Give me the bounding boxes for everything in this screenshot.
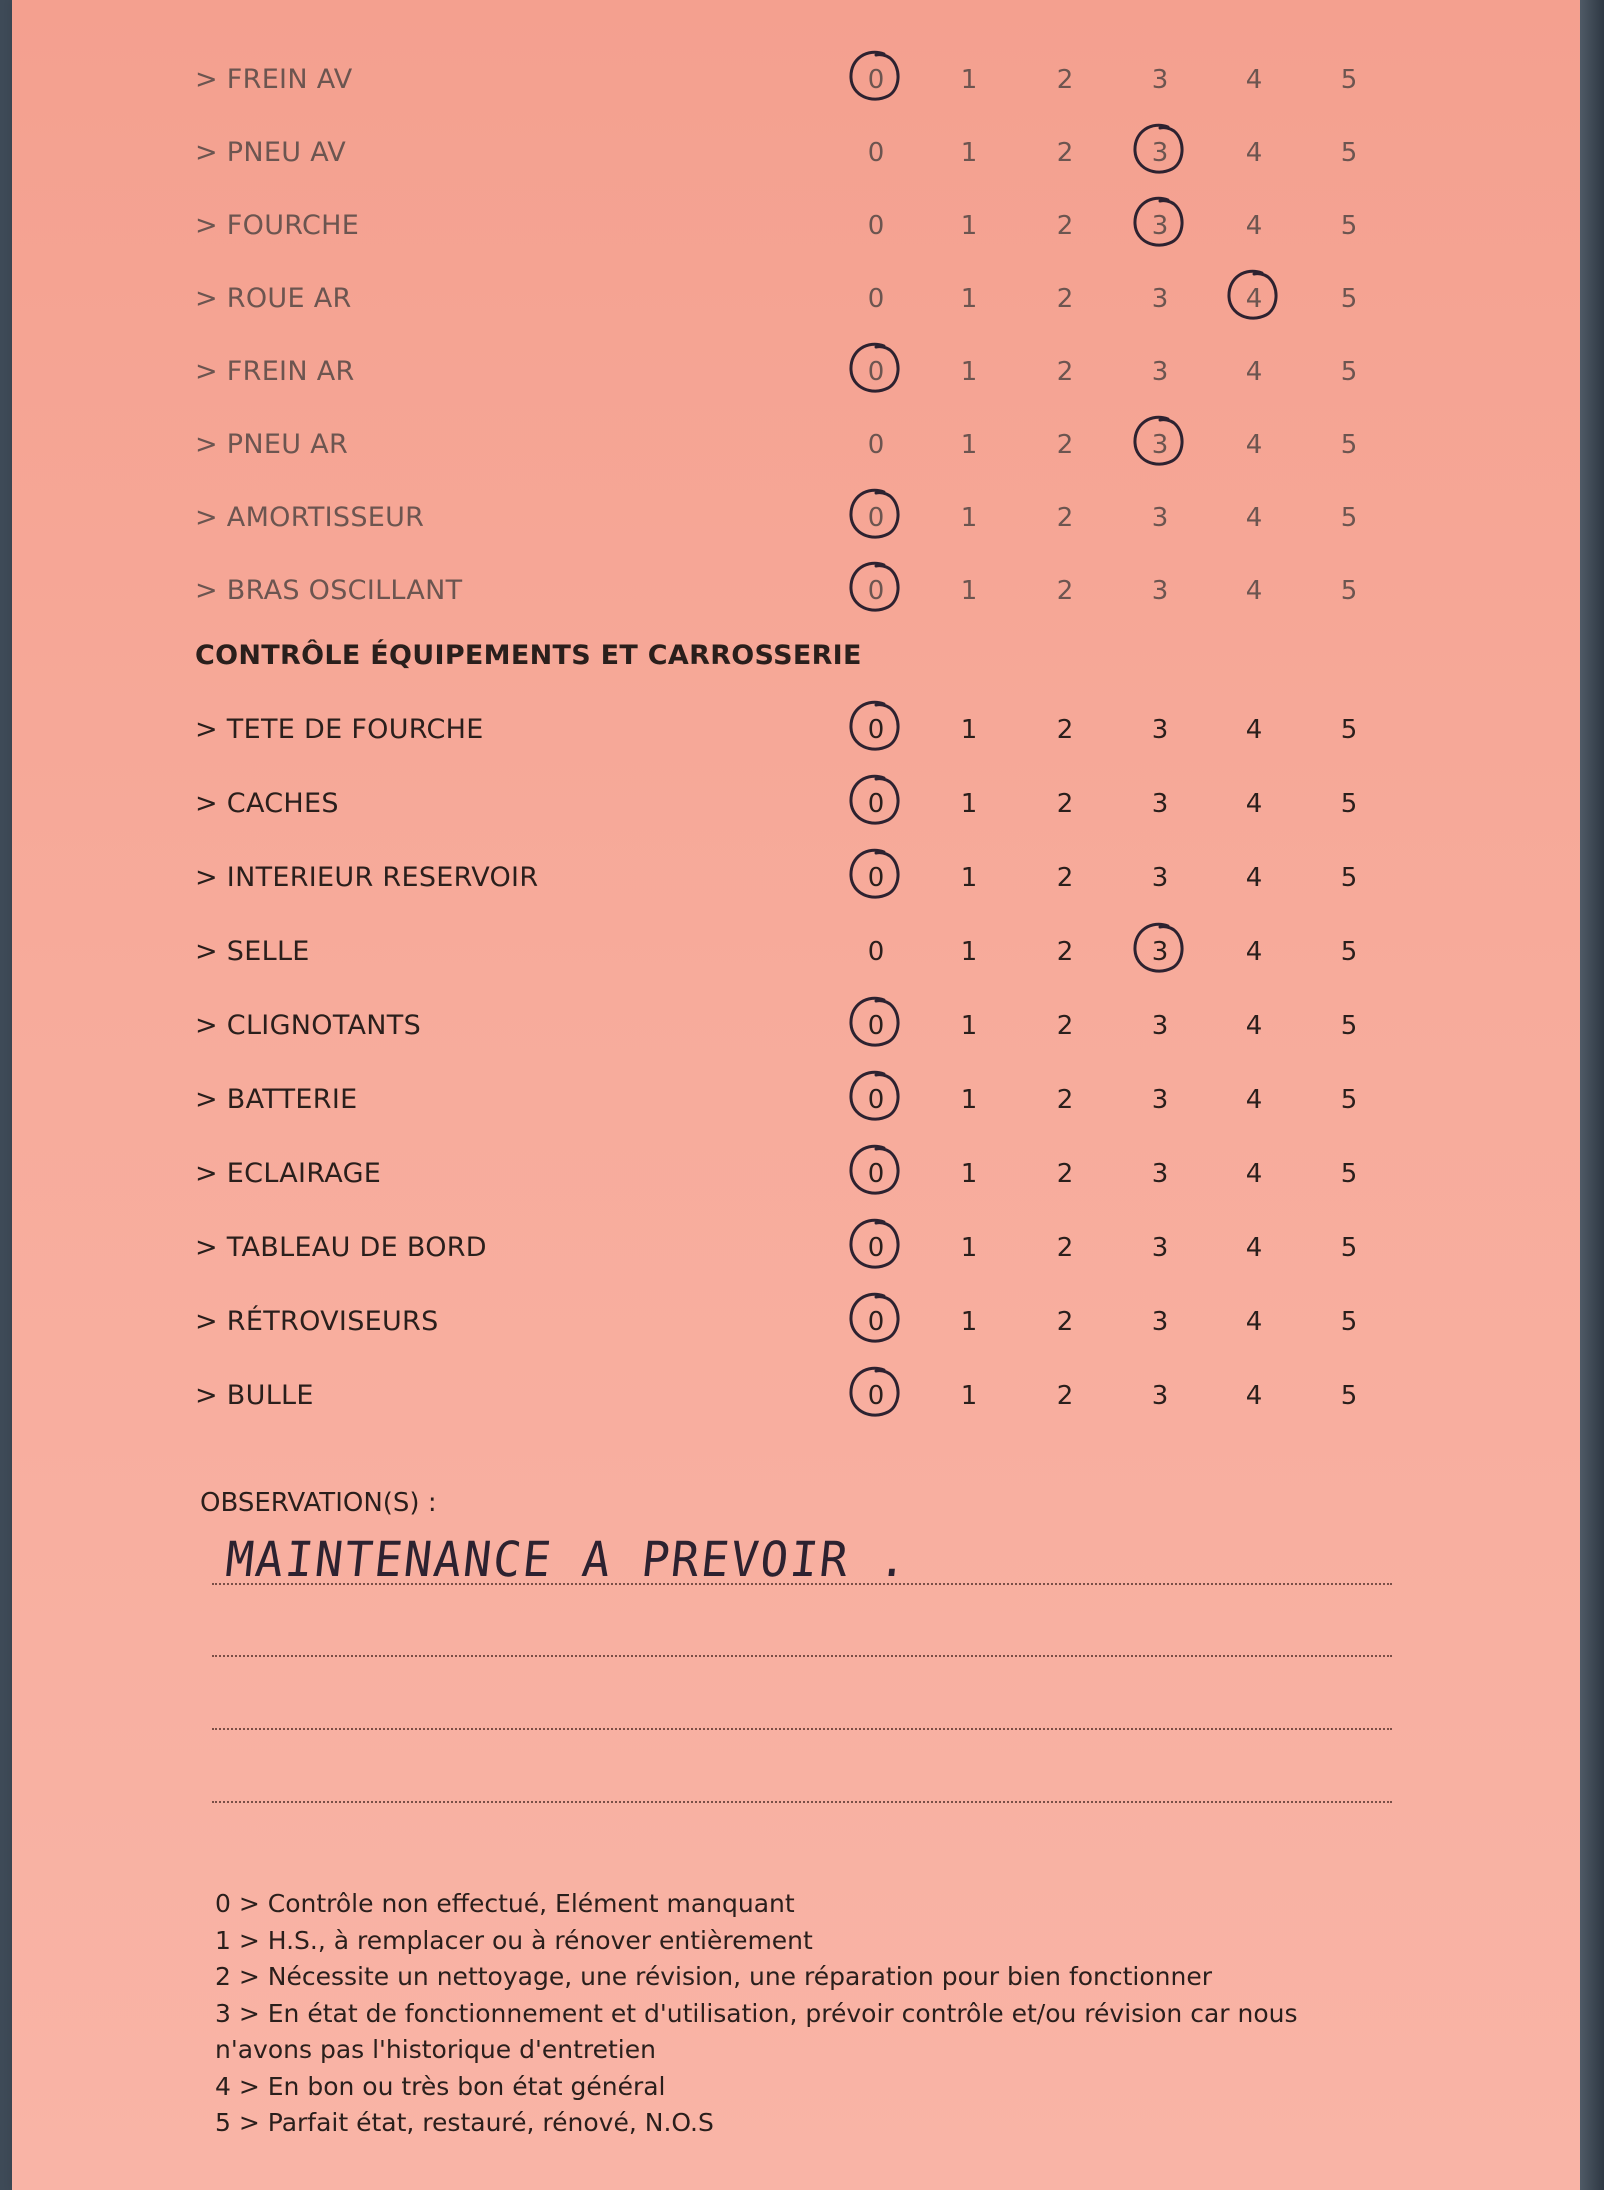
rating-option-0[interactable] (856, 702, 896, 758)
rating-value: 4 (1245, 1085, 1263, 1115)
legend-line-1: 1 > H.S., à remplacer ou à rénover entièrement (215, 1925, 813, 1955)
rating-option-1[interactable] (949, 198, 989, 254)
rating-option-5[interactable] (1329, 1294, 1369, 1350)
rating-value: 5 (1340, 284, 1358, 314)
legend-line-5: 5 > Parfait état, restauré, rénové, N.O.S (215, 2108, 714, 2137)
legend-line-3-cont: n'avons pas l'historique d'entretien (215, 2035, 656, 2064)
checklist-item-label: > RÉTROVISEURS (195, 1306, 439, 1337)
rating-value: 0 (867, 430, 885, 460)
checklist-item-label: > CACHES (195, 788, 339, 819)
rating-option-0[interactable] (856, 52, 896, 108)
rating-value: 3 (1151, 1233, 1169, 1263)
rating-option-1[interactable] (949, 1220, 989, 1276)
rating-value: 4 (1245, 1307, 1263, 1337)
checklist-row (12, 1072, 1582, 1128)
rating-option-1[interactable] (949, 924, 989, 980)
rating-option-2[interactable] (1045, 1294, 1085, 1350)
checklist-item-label: > INTERIEUR RESERVOIR (195, 862, 539, 893)
rating-value: 5 (1340, 1159, 1358, 1189)
rating-option-3[interactable] (1140, 271, 1180, 327)
rating-value: 0 (867, 863, 885, 893)
rating-option-2[interactable] (1045, 125, 1085, 181)
rating-option-0[interactable] (856, 1146, 896, 1202)
rating-option-2[interactable] (1045, 563, 1085, 619)
rating-option-3[interactable] (1140, 1146, 1180, 1202)
checklist-item-label: > ECLAIRAGE (195, 1158, 382, 1189)
rating-option-3[interactable] (1140, 417, 1180, 473)
rating-value: 4 (1245, 1381, 1263, 1411)
rating-option-3[interactable] (1140, 1072, 1180, 1128)
rating-option-2[interactable] (1045, 1072, 1085, 1128)
checklist-row (12, 271, 1582, 327)
checklist-row (12, 1146, 1582, 1202)
rating-option-5[interactable] (1329, 776, 1369, 832)
rating-value: 4 (1245, 789, 1263, 819)
checklist-row (12, 344, 1582, 400)
rating-value: 0 (867, 1159, 885, 1189)
rating-value: 3 (1151, 138, 1169, 168)
legend-line-0: 0 > Contrôle non effectué, Elément manquant (215, 1889, 795, 1918)
rating-option-0[interactable] (856, 924, 896, 980)
rating-option-2[interactable] (1045, 417, 1085, 473)
rating-option-0[interactable] (856, 417, 896, 473)
rating-option-3[interactable] (1140, 1220, 1180, 1276)
rating-option-4[interactable] (1234, 924, 1274, 980)
rating-option-1[interactable] (949, 702, 989, 758)
rating-option-4[interactable] (1234, 1146, 1274, 1202)
rating-option-2[interactable] (1045, 344, 1085, 400)
rating-value: 4 (1245, 1233, 1263, 1263)
rating-value: 2 (1056, 430, 1074, 460)
rating-value: 5 (1340, 1381, 1358, 1411)
rating-option-0[interactable] (856, 490, 896, 546)
rating-option-2[interactable] (1045, 271, 1085, 327)
rating-option-0[interactable] (856, 563, 896, 619)
rating-value: 4 (1245, 1159, 1263, 1189)
checklist-row (12, 702, 1582, 758)
observations-label: OBSERVATION(S) : (200, 1488, 437, 1518)
rating-option-4[interactable] (1234, 198, 1274, 254)
rating-value: 5 (1340, 430, 1358, 460)
checklist-row (12, 1294, 1582, 1350)
rating-value: 2 (1056, 576, 1074, 606)
rating-option-2[interactable] (1045, 1146, 1085, 1202)
checklist-row (12, 1220, 1582, 1276)
rating-option-1[interactable] (949, 344, 989, 400)
rating-legend (215, 1886, 1415, 2142)
rating-option-1[interactable] (949, 1072, 989, 1128)
rating-value: 1 (960, 1011, 978, 1041)
rating-value: 1 (960, 1381, 978, 1411)
legend-line-3: 3 > En état de fonctionnement et d'utilisation, prévoir contrôle et/ou révision car nous (215, 1998, 1298, 2028)
checklist-item-label: > FOURCHE (195, 210, 360, 241)
rating-value: 2 (1056, 211, 1074, 241)
checklist-row (12, 563, 1582, 619)
rating-value: 3 (1151, 430, 1169, 460)
rating-option-1[interactable] (949, 417, 989, 473)
checklist-row (12, 490, 1582, 546)
rating-value: 3 (1151, 211, 1169, 241)
rating-value: 5 (1340, 211, 1358, 241)
rating-option-0[interactable] (856, 344, 896, 400)
checklist-item-label: > PNEU AV (195, 137, 347, 168)
rating-option-4[interactable] (1234, 702, 1274, 758)
rating-value: 1 (960, 430, 978, 460)
rating-value: 4 (1245, 430, 1263, 460)
rating-option-0[interactable] (856, 1220, 896, 1276)
rating-value: 3 (1151, 284, 1169, 314)
rating-option-0[interactable] (856, 776, 896, 832)
rating-option-3[interactable] (1140, 198, 1180, 254)
rating-option-3[interactable] (1140, 490, 1180, 546)
rating-option-5[interactable] (1329, 924, 1369, 980)
rating-option-3[interactable] (1140, 776, 1180, 832)
rating-option-4[interactable] (1234, 417, 1274, 473)
rating-option-5[interactable] (1329, 1368, 1369, 1424)
rating-option-4[interactable] (1234, 1220, 1274, 1276)
rating-value: 2 (1056, 138, 1074, 168)
rating-option-4[interactable] (1234, 490, 1274, 546)
observation-line[interactable] (212, 1655, 1392, 1657)
observation-line[interactable] (212, 1801, 1392, 1803)
rating-value: 3 (1151, 503, 1169, 533)
rating-option-1[interactable] (949, 850, 989, 906)
rating-option-2[interactable] (1045, 52, 1085, 108)
rating-option-2[interactable] (1045, 490, 1085, 546)
rating-value: 0 (867, 357, 885, 387)
rating-option-4[interactable] (1234, 52, 1274, 108)
checklist-item-label: > AMORTISSEUR (195, 502, 425, 533)
rating-value: 1 (960, 937, 978, 967)
rating-value: 0 (867, 576, 885, 606)
rating-value: 2 (1056, 357, 1074, 387)
rating-value: 5 (1340, 863, 1358, 893)
rating-value: 1 (960, 1307, 978, 1337)
rating-option-5[interactable] (1329, 417, 1369, 473)
rating-value: 5 (1340, 1307, 1358, 1337)
rating-option-3[interactable] (1140, 850, 1180, 906)
rating-option-3[interactable] (1140, 924, 1180, 980)
rating-value: 1 (960, 1085, 978, 1115)
rating-value: 3 (1151, 715, 1169, 745)
rating-value: 5 (1340, 1085, 1358, 1115)
rating-option-2[interactable] (1045, 850, 1085, 906)
sleeve-edge (1580, 0, 1604, 2190)
rating-value: 5 (1340, 1011, 1358, 1041)
rating-option-2[interactable] (1045, 1368, 1085, 1424)
rating-value: 4 (1245, 357, 1263, 387)
rating-value: 0 (867, 1233, 885, 1263)
rating-value: 1 (960, 1233, 978, 1263)
checklist-row (12, 1368, 1582, 1424)
rating-value: 1 (960, 284, 978, 314)
rating-option-3[interactable] (1140, 344, 1180, 400)
rating-option-4[interactable] (1234, 1368, 1274, 1424)
rating-option-5[interactable] (1329, 1072, 1369, 1128)
checklist-row (12, 924, 1582, 980)
rating-value: 2 (1056, 937, 1074, 967)
legend-line-4: 4 > En bon ou très bon état général (215, 2071, 666, 2101)
checklist-item-label: > BRAS OSCILLANT (195, 575, 463, 606)
checklist-item-label: > PNEU AR (195, 429, 349, 460)
rating-value: 0 (867, 1011, 885, 1041)
checklist-row (12, 850, 1582, 906)
rating-value: 4 (1245, 284, 1263, 314)
observation-line[interactable] (212, 1583, 1392, 1585)
rating-value: 2 (1056, 1085, 1074, 1115)
rating-value: 3 (1151, 357, 1169, 387)
rating-value: 4 (1245, 937, 1263, 967)
rating-option-2[interactable] (1045, 1220, 1085, 1276)
rating-value: 1 (960, 138, 978, 168)
rating-option-0[interactable] (856, 1368, 896, 1424)
rating-value: 0 (867, 503, 885, 533)
rating-option-3[interactable] (1140, 52, 1180, 108)
checklist-row (12, 776, 1582, 832)
rating-value: 1 (960, 1159, 978, 1189)
rating-option-0[interactable] (856, 998, 896, 1054)
rating-option-5[interactable] (1329, 1146, 1369, 1202)
rating-option-4[interactable] (1234, 850, 1274, 906)
rating-option-3[interactable] (1140, 702, 1180, 758)
rating-value: 5 (1340, 937, 1358, 967)
rating-value: 0 (867, 715, 885, 745)
rating-value: 0 (867, 65, 885, 95)
checklist-item-label: > TETE DE FOURCHE (195, 714, 484, 745)
rating-value: 1 (960, 211, 978, 241)
rating-option-5[interactable] (1329, 198, 1369, 254)
rating-option-0[interactable] (856, 125, 896, 181)
checklist-item-label: > SELLE (195, 936, 310, 967)
rating-option-5[interactable] (1329, 1220, 1369, 1276)
rating-value: 1 (960, 65, 978, 95)
rating-value: 1 (960, 357, 978, 387)
rating-value: 5 (1340, 789, 1358, 819)
rating-value: 5 (1340, 138, 1358, 168)
rating-option-4[interactable] (1234, 998, 1274, 1054)
rating-value: 1 (960, 576, 978, 606)
rating-option-0[interactable] (856, 271, 896, 327)
rating-value: 2 (1056, 284, 1074, 314)
rating-value: 3 (1151, 1011, 1169, 1041)
rating-option-5[interactable] (1329, 490, 1369, 546)
rating-value: 4 (1245, 715, 1263, 745)
rating-value: 2 (1056, 715, 1074, 745)
rating-value: 3 (1151, 937, 1169, 967)
rating-option-1[interactable] (949, 776, 989, 832)
rating-option-2[interactable] (1045, 198, 1085, 254)
rating-option-2[interactable] (1045, 776, 1085, 832)
rating-value: 5 (1340, 357, 1358, 387)
rating-option-5[interactable] (1329, 125, 1369, 181)
rating-value: 3 (1151, 1381, 1169, 1411)
rating-value: 2 (1056, 789, 1074, 819)
rating-option-2[interactable] (1045, 924, 1085, 980)
rating-value: 3 (1151, 789, 1169, 819)
checklist-item-label: > FREIN AV (195, 64, 353, 95)
rating-value: 4 (1245, 863, 1263, 893)
rating-value: 4 (1245, 576, 1263, 606)
rating-option-1[interactable] (949, 563, 989, 619)
rating-option-4[interactable] (1234, 1294, 1274, 1350)
rating-value: 5 (1340, 576, 1358, 606)
checklist-item-label: > ROUE AR (195, 283, 352, 314)
rating-option-4[interactable] (1234, 563, 1274, 619)
rating-option-4[interactable] (1234, 344, 1274, 400)
rating-value: 1 (960, 503, 978, 533)
rating-value: 4 (1245, 211, 1263, 241)
rating-value: 0 (867, 211, 885, 241)
rating-value: 5 (1340, 715, 1358, 745)
rating-option-2[interactable] (1045, 702, 1085, 758)
rating-option-4[interactable] (1234, 776, 1274, 832)
checklist-item-label: > CLIGNOTANTS (195, 1010, 422, 1041)
rating-value: 3 (1151, 65, 1169, 95)
rating-value: 3 (1151, 863, 1169, 893)
rating-value: 1 (960, 789, 978, 819)
rating-option-3[interactable] (1140, 1368, 1180, 1424)
rating-value: 1 (960, 863, 978, 893)
rating-value: 5 (1340, 65, 1358, 95)
rating-option-4[interactable] (1234, 1072, 1274, 1128)
rating-option-1[interactable] (949, 1368, 989, 1424)
rating-option-0[interactable] (856, 850, 896, 906)
checklist-item-label: > TABLEAU DE BORD (195, 1232, 487, 1263)
rating-option-3[interactable] (1140, 125, 1180, 181)
rating-value: 0 (867, 1085, 885, 1115)
rating-option-5[interactable] (1329, 998, 1369, 1054)
rating-value: 4 (1245, 138, 1263, 168)
rating-value: 2 (1056, 1011, 1074, 1041)
rating-option-1[interactable] (949, 271, 989, 327)
rating-value: 2 (1056, 65, 1074, 95)
rating-value: 3 (1151, 1307, 1169, 1337)
section-heading-equipment: CONTRÔLE ÉQUIPEMENTS ET CARROSSERIE (195, 640, 862, 671)
rating-value: 0 (867, 1307, 885, 1337)
rating-option-5[interactable] (1329, 52, 1369, 108)
rating-option-1[interactable] (949, 998, 989, 1054)
rating-value: 0 (867, 1381, 885, 1411)
checklist-row (12, 198, 1582, 254)
rating-value: 2 (1056, 503, 1074, 533)
rating-option-0[interactable] (856, 1072, 896, 1128)
rating-value: 3 (1151, 576, 1169, 606)
checklist-row (12, 125, 1582, 181)
checklist-row (12, 52, 1582, 108)
rating-value: 4 (1245, 1011, 1263, 1041)
rating-value: 2 (1056, 1233, 1074, 1263)
rating-value: 4 (1245, 65, 1263, 95)
rating-value: 2 (1056, 1381, 1074, 1411)
rating-value: 2 (1056, 1159, 1074, 1189)
rating-option-0[interactable] (856, 1294, 896, 1350)
rating-option-3[interactable] (1140, 1294, 1180, 1350)
rating-option-5[interactable] (1329, 702, 1369, 758)
checklist-row (12, 998, 1582, 1054)
inspection-sheet (12, 0, 1582, 2190)
checklist-item-label: > FREIN AR (195, 356, 355, 387)
rating-option-4[interactable] (1234, 271, 1274, 327)
rating-option-4[interactable] (1234, 125, 1274, 181)
rating-value: 0 (867, 284, 885, 314)
rating-value: 0 (867, 789, 885, 819)
rating-option-5[interactable] (1329, 344, 1369, 400)
rating-value: 5 (1340, 1233, 1358, 1263)
rating-value: 4 (1245, 503, 1263, 533)
rating-value: 3 (1151, 1159, 1169, 1189)
rating-value: 0 (867, 138, 885, 168)
rating-option-5[interactable] (1329, 563, 1369, 619)
checklist-item-label: > BULLE (195, 1380, 314, 1411)
rating-value: 1 (960, 715, 978, 745)
rating-option-2[interactable] (1045, 998, 1085, 1054)
rating-option-0[interactable] (856, 198, 896, 254)
legend-line-2: 2 > Nécessite un nettoyage, une révision, une réparation pour bien fonctionner (215, 1962, 1213, 1991)
rating-value: 5 (1340, 503, 1358, 533)
rating-option-1[interactable] (949, 52, 989, 108)
observations-handwritten-text: MAINTENANCE A PREVOIR . (223, 1530, 912, 1588)
checklist-item-label: > BATTERIE (195, 1084, 358, 1115)
rating-option-5[interactable] (1329, 850, 1369, 906)
checklist-row (12, 417, 1582, 473)
rating-value: 0 (867, 937, 885, 967)
rating-option-1[interactable] (949, 125, 989, 181)
observation-line[interactable] (212, 1728, 1392, 1730)
rating-option-3[interactable] (1140, 998, 1180, 1054)
rating-option-1[interactable] (949, 1294, 989, 1350)
rating-option-3[interactable] (1140, 563, 1180, 619)
rating-option-5[interactable] (1329, 271, 1369, 327)
rating-value: 2 (1056, 1307, 1074, 1337)
rating-value: 3 (1151, 1085, 1169, 1115)
rating-value: 2 (1056, 863, 1074, 893)
rating-option-1[interactable] (949, 1146, 989, 1202)
rating-option-1[interactable] (949, 490, 989, 546)
